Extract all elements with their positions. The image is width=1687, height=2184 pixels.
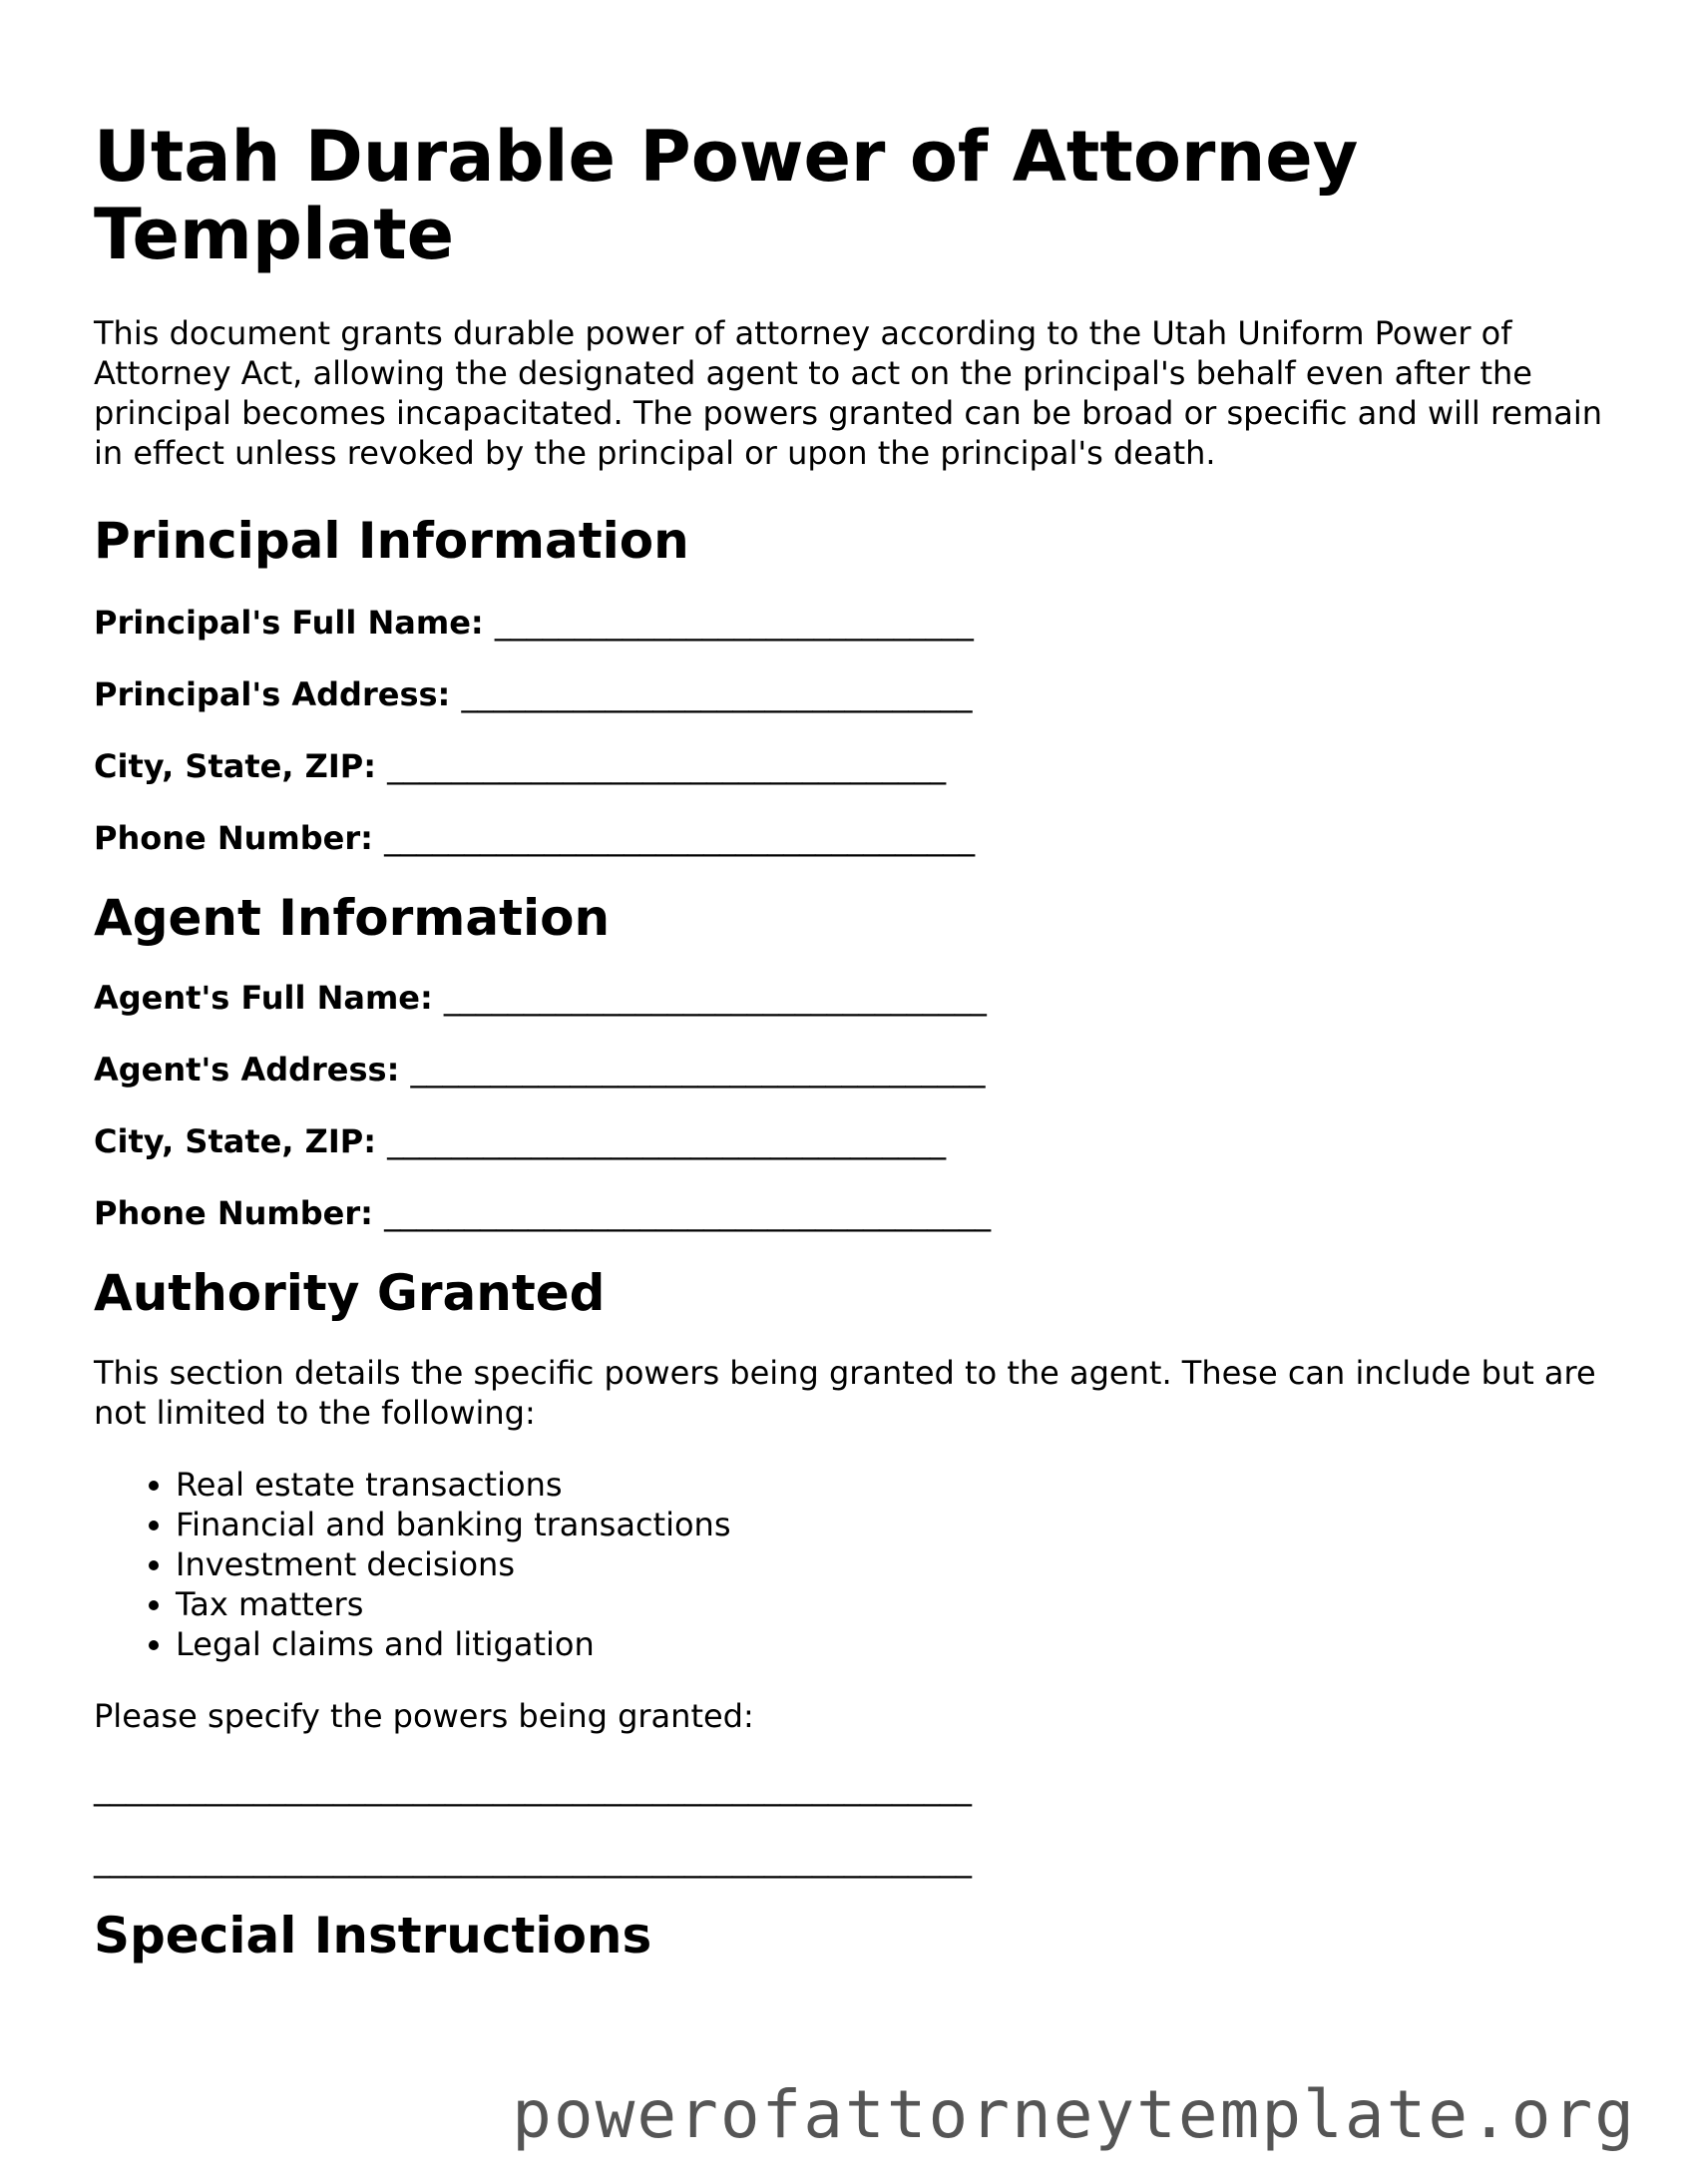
- agent-section-heading: Agent Information: [94, 889, 611, 947]
- list-item: • Legal claims and litigation: [176, 1624, 1590, 1664]
- agent-address-label: Agent's Address:: [94, 1051, 400, 1089]
- list-item: • Real estate transactions: [176, 1465, 1590, 1505]
- agent-phone-label: Phone Number:: [94, 1194, 373, 1232]
- document-page: [94, 116, 1603, 1966]
- agent-phone-field: [94, 1193, 1590, 1233]
- principal-full-name-blank[interactable]: ______________________________: [494, 604, 974, 642]
- principal-full-name-label: Principal's Full Name:: [94, 604, 484, 642]
- principal-address-blank[interactable]: ________________________________: [461, 675, 973, 713]
- agent-address-blank[interactable]: ____________________________________: [410, 1051, 986, 1089]
- intro-paragraph: This document grants durable power of attorney according to the Utah Uniform Power of Attorney Act, allowing the designated agent to act on the principal's behalf even after the principal becomes incapacitated. The powers granted can be broad or specific and will remain in effect unless revoked by the principal or upon the principal's death.: [94, 314, 1603, 472]
- agent-city-blank[interactable]: ___________________________________: [387, 1122, 947, 1160]
- principal-phone-label: Phone Number:: [94, 819, 373, 857]
- powers-list: [94, 1465, 1590, 1664]
- list-item: • Investment decisions: [176, 1544, 1590, 1584]
- principal-full-name-field: [94, 603, 1590, 643]
- principal-city-label: City, State, ZIP:: [94, 747, 377, 785]
- special-section-heading: Special Instructions: [94, 1907, 652, 1965]
- list-item: • Tax matters: [176, 1584, 1590, 1624]
- powers-blank-line-2[interactable]: _______________________________________________________: [94, 1841, 972, 1879]
- principal-city-blank[interactable]: ___________________________________: [387, 747, 947, 785]
- principal-section-heading: Principal Information: [94, 512, 689, 570]
- agent-address-field: [94, 1050, 1590, 1090]
- authority-section-heading: Authority Granted: [94, 1264, 606, 1322]
- principal-phone-blank[interactable]: _____________________________________: [384, 819, 976, 857]
- list-item: • Financial and banking transactions: [176, 1505, 1590, 1544]
- agent-city-field: [94, 1121, 1590, 1161]
- principal-address-label: Principal's Address:: [94, 675, 451, 713]
- agent-city-label: City, State, ZIP:: [94, 1122, 377, 1160]
- authority-description: This section details the specific powers being granted to the agent. These can include but are not limited to the following:: [94, 1354, 1596, 1432]
- agent-phone-blank[interactable]: ______________________________________: [384, 1194, 992, 1232]
- agent-full-name-label: Agent's Full Name:: [94, 979, 433, 1017]
- agent-full-name-field: [94, 978, 1590, 1018]
- specify-powers-label: Please specify the powers being granted:: [94, 1697, 754, 1735]
- principal-city-field: [94, 746, 1590, 786]
- site-watermark: powerofattorneytemplate.org: [512, 2076, 1636, 2153]
- principal-address-field: [94, 674, 1590, 714]
- agent-full-name-blank[interactable]: __________________________________: [443, 979, 987, 1017]
- powers-blank-line-1[interactable]: _______________________________________________________: [94, 1769, 972, 1807]
- page-title: Utah Durable Power of Attorney Template: [94, 116, 1359, 275]
- principal-phone-field: [94, 818, 1590, 858]
